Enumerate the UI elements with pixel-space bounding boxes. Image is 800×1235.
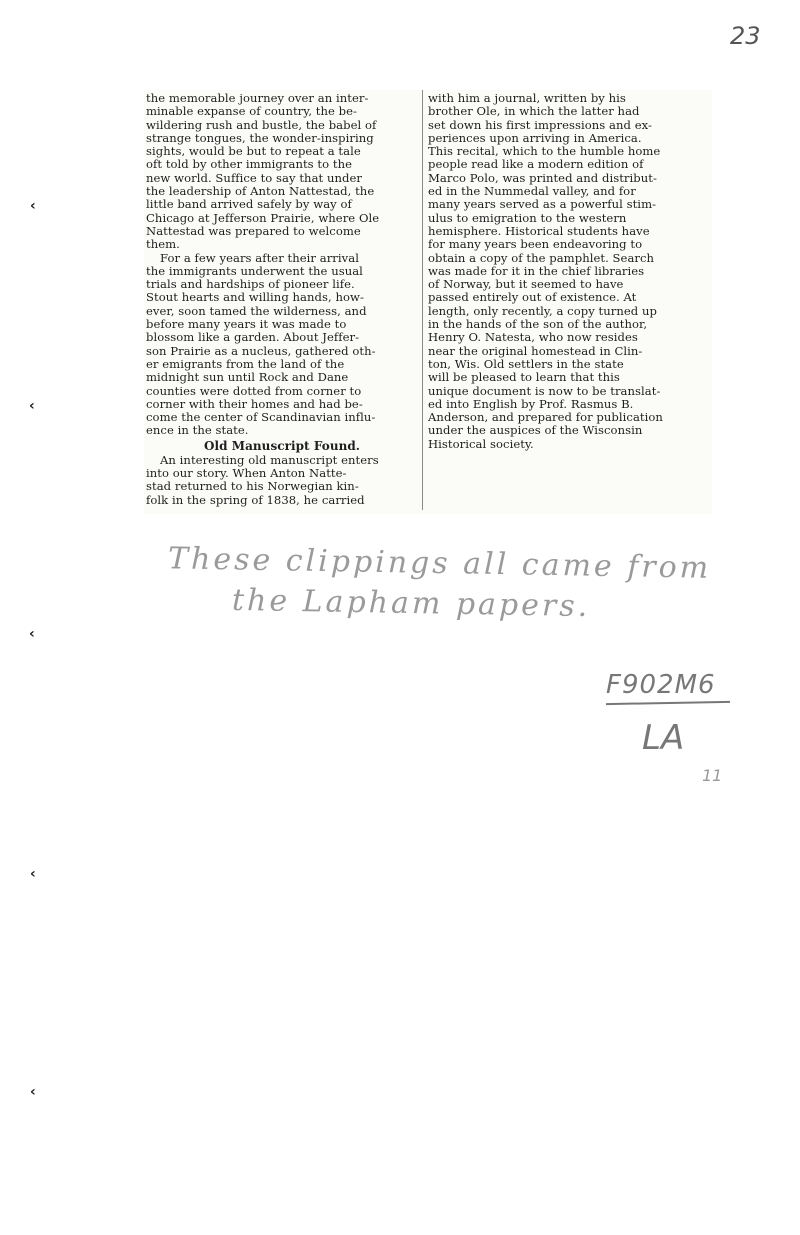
text-line: passed entirely out of existence. At <box>428 291 637 305</box>
text-line: ever, soon tamed the wilderness, and <box>146 304 367 318</box>
text-line: ton, Wis. Old settlers in the state <box>428 357 624 371</box>
text-line: Historical society. <box>428 437 534 451</box>
call-number-underline <box>606 701 730 705</box>
text-line: This recital, which to the humble home <box>428 145 661 159</box>
text-line: in the hands of the son of the author, <box>428 318 648 332</box>
text-line: stad returned to his Norwegian kin- <box>146 480 359 494</box>
right-para-1 <box>428 92 710 451</box>
text-line: was made for it in the chief libraries <box>428 264 645 278</box>
text-line: sights, would be but to repeat a tale <box>146 145 361 159</box>
text-line: obtain a copy of the pamphlet. Search <box>428 251 655 265</box>
right-column <box>428 92 710 451</box>
text-line: many years served as a powerful stim- <box>428 198 657 212</box>
text-line: the leadership of Anton Nattestad, the <box>146 185 375 199</box>
text-line: An interesting old manuscript enters <box>160 453 379 467</box>
text-line: them. <box>146 238 180 252</box>
left-para-2 <box>146 252 418 438</box>
text-line: Chicago at Jefferson Prairie, where Ole <box>146 211 380 225</box>
text-line: For a few years after their arrival <box>160 251 359 265</box>
text-line: brother Ole, in which the latter had <box>428 105 640 119</box>
text-line: unique document is now to be translat- <box>428 384 661 398</box>
text-line: with him a journal, written by his <box>428 92 626 105</box>
text-line: will be pleased to learn that this <box>428 371 620 385</box>
section-heading: Old Manuscript Found. <box>203 438 361 453</box>
handwritten-note-line-2: the Lapham papers. <box>231 582 591 625</box>
text-line: Stout hearts and willing hands, how- <box>146 291 364 305</box>
binder-mark-icon: ‹ <box>30 198 36 214</box>
text-line: strange tongues, the wonder-inspiring <box>146 131 374 145</box>
text-line: ulus to emigration to the western <box>428 211 627 225</box>
newspaper-clipping <box>144 90 712 514</box>
binder-mark-icon: ‹ <box>29 398 35 414</box>
text-line: blossom like a garden. About Jeffer- <box>146 331 360 345</box>
text-line: er emigrants from the land of the <box>146 357 345 371</box>
left-para-3 <box>146 454 418 507</box>
handwritten-note-line-1: These clippings all came from <box>167 541 712 586</box>
initials: LA <box>642 718 685 758</box>
text-line: corner with their homes and had be- <box>146 397 363 411</box>
text-line: ed in the Nummedal valley, and for <box>428 185 636 199</box>
left-para-1 <box>146 92 418 252</box>
page-number: 23 <box>730 22 761 50</box>
text-line: for many years been endeavoring to <box>428 238 643 252</box>
binder-mark-icon: ‹ <box>30 866 36 882</box>
text-line: ed into English by Prof. Rasmus B. <box>428 397 634 411</box>
text-line: folk in the spring of 1838, he carried <box>146 493 365 507</box>
small-mark: 11 <box>702 766 723 785</box>
text-line: periences upon arriving in America. <box>428 131 642 145</box>
text-line: new world. Suffice to say that under <box>146 171 362 185</box>
text-line: under the auspices of the Wisconsin <box>428 424 643 438</box>
text-line: son Prairie as a nucleus, gathered oth- <box>146 344 376 358</box>
text-line: oft told by other immigrants to the <box>146 158 353 172</box>
text-line: minable expanse of country, the be- <box>146 105 358 119</box>
call-number: F902M6 <box>606 670 716 700</box>
text-line: into our story. When Anton Natte- <box>146 467 347 481</box>
binder-mark-icon: ‹ <box>30 1084 36 1100</box>
left-column <box>146 92 418 507</box>
text-line: set down his first impressions and ex- <box>428 118 652 132</box>
text-line: wildering rush and bustle, the babel of <box>146 118 377 132</box>
text-line: little band arrived safely by way of <box>146 198 352 212</box>
text-line: hemisphere. Historical students have <box>428 224 650 238</box>
text-line: trials and hardships of pioneer life. <box>146 278 355 292</box>
text-line: counties were dotted from corner to <box>146 384 362 398</box>
text-line: Marco Polo, was printed and distribut- <box>428 171 657 185</box>
text-line: come the center of Scandinavian influ- <box>146 411 376 425</box>
text-line: length, only recently, a copy turned up <box>428 304 657 318</box>
text-line: near the original homestead in Clin- <box>428 344 643 358</box>
text-line: midnight sun until Rock and Dane <box>146 371 349 385</box>
text-line: of Norway, but it seemed to have <box>428 278 624 292</box>
text-line: the memorable journey over an inter- <box>146 92 369 105</box>
binder-mark-icon: ‹ <box>29 626 35 642</box>
text-line: ence in the state. <box>146 424 249 438</box>
text-line: the immigrants underwent the usual <box>146 264 363 278</box>
text-line: Henry O. Natesta, who now resides <box>428 331 638 345</box>
text-line: Anderson, and prepared for publication <box>428 411 663 425</box>
text-line: people read like a modern edition of <box>428 158 644 172</box>
text-line: before many years it was made to <box>146 318 347 332</box>
text-line: Nattestad was prepared to welcome <box>146 224 361 238</box>
column-divider <box>422 90 423 510</box>
